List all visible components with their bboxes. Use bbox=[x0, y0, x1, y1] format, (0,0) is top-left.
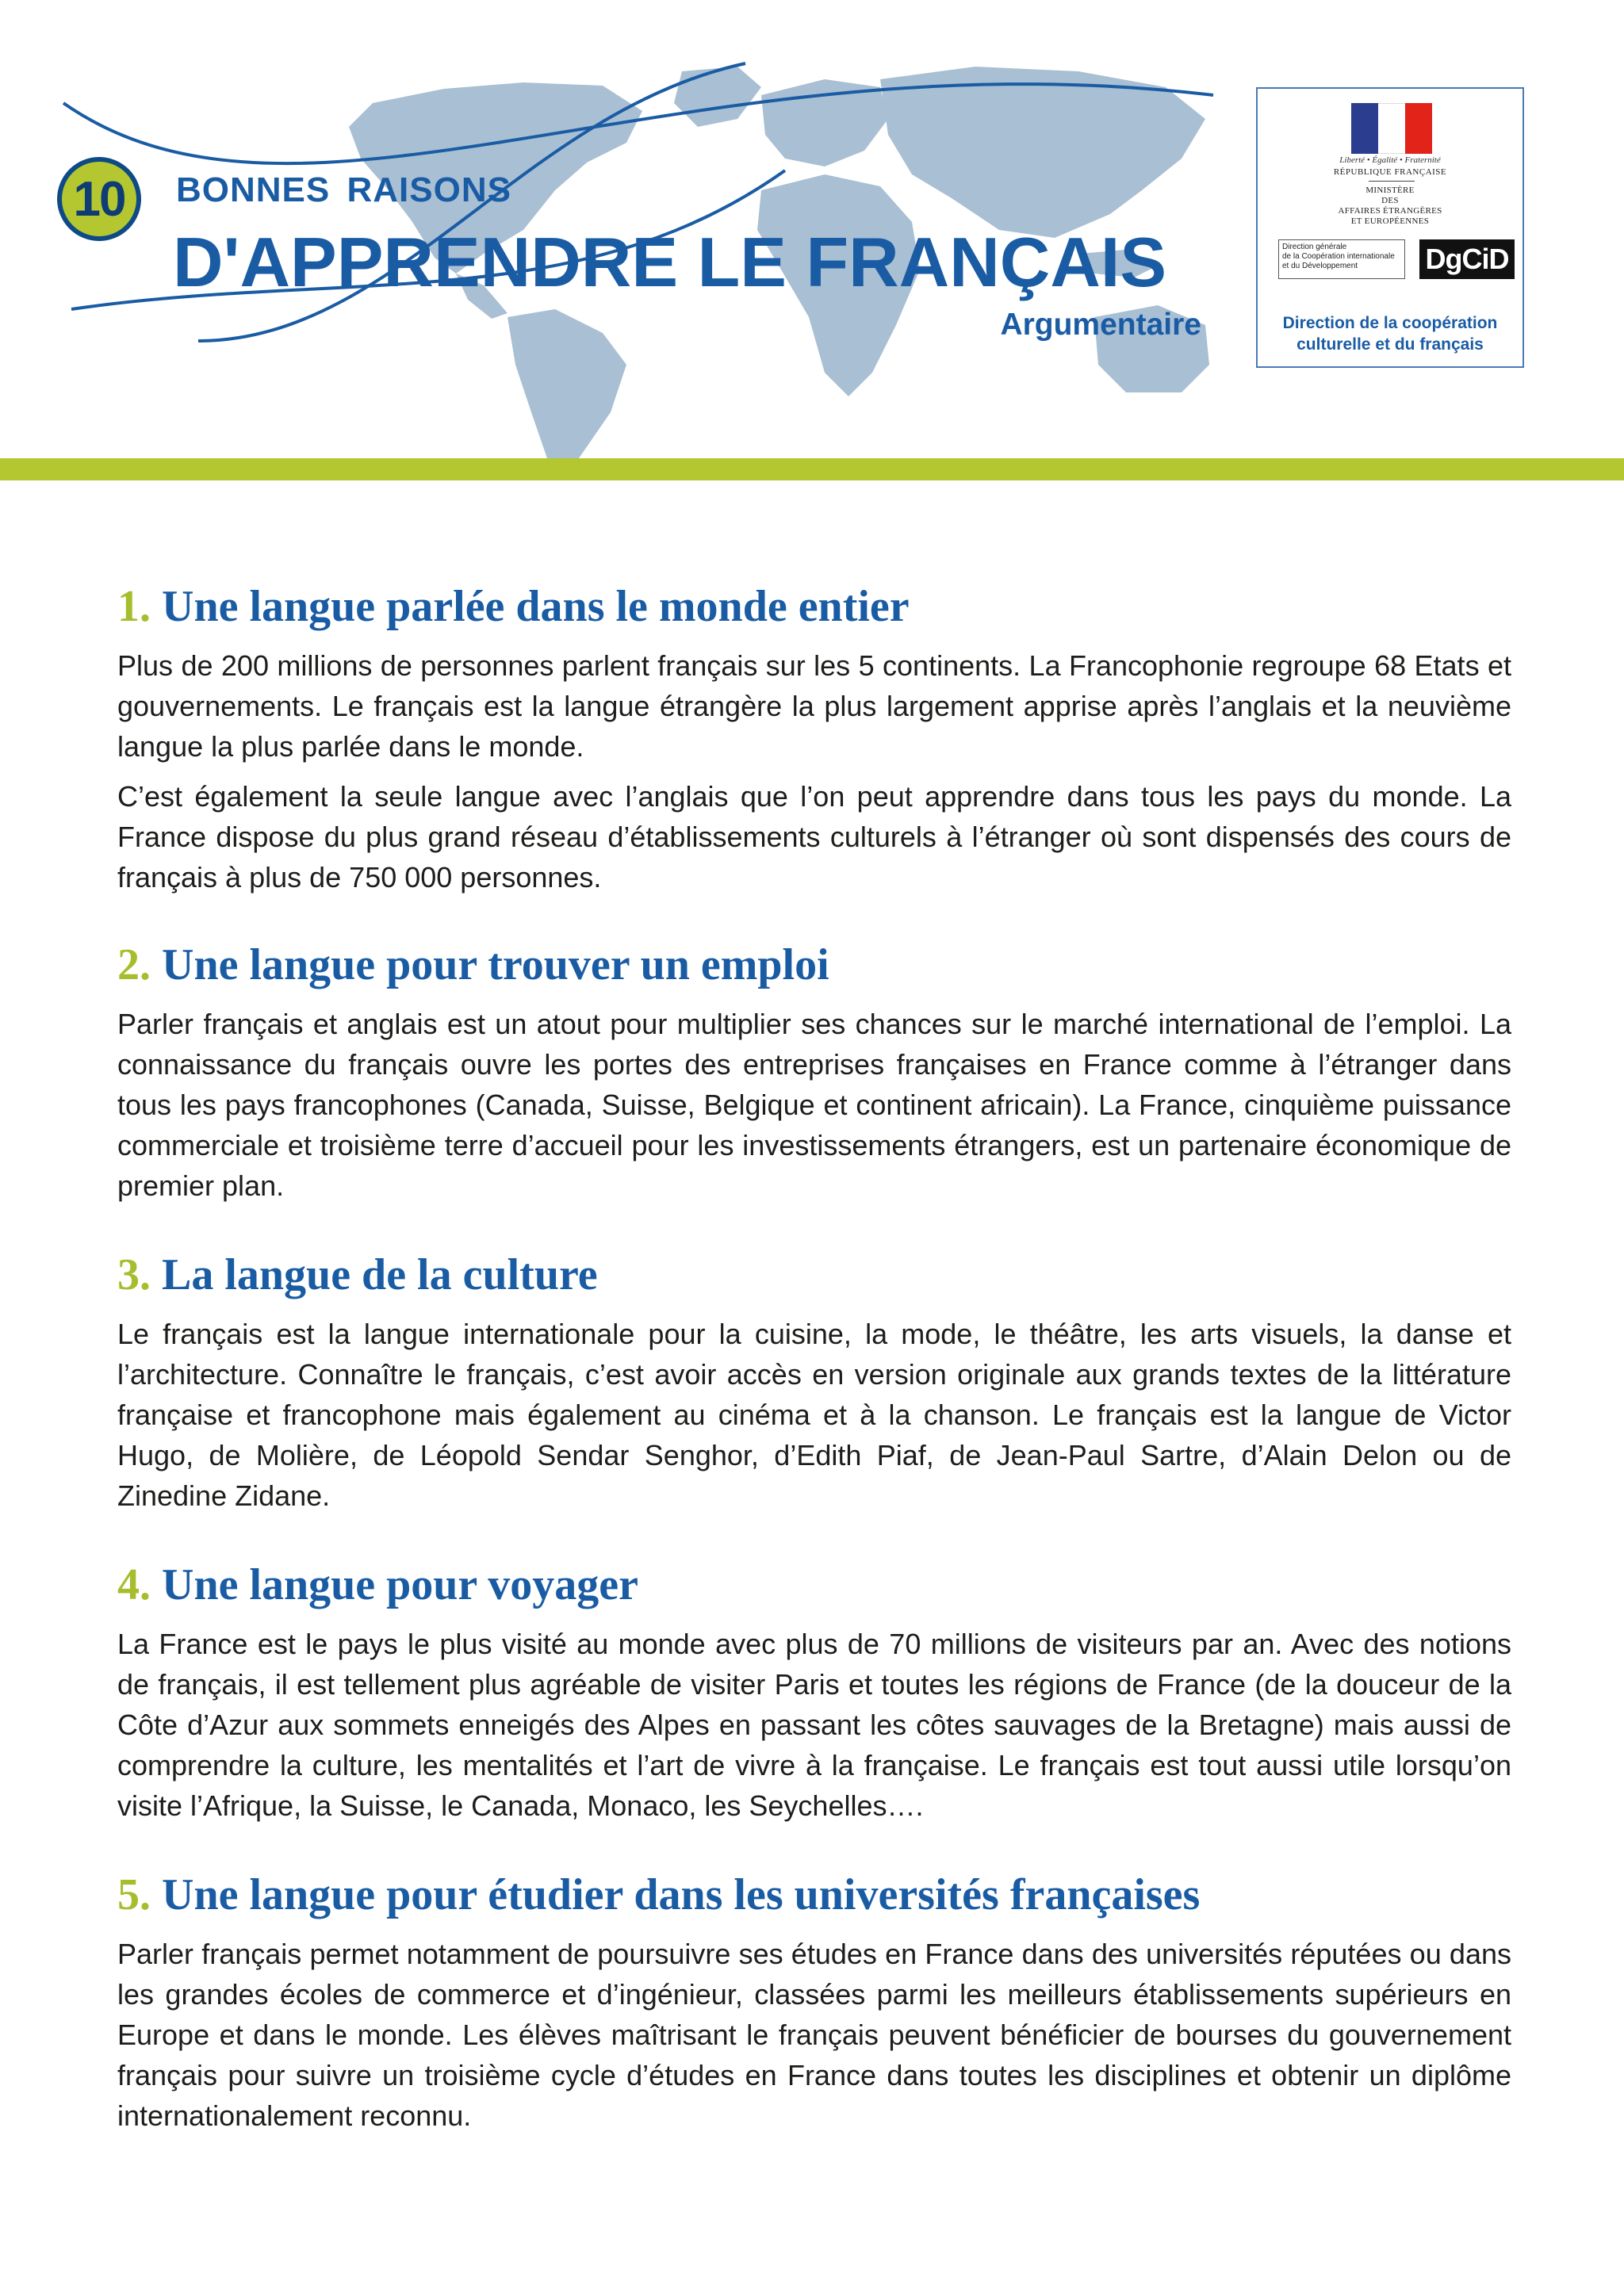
french-flag-icon bbox=[1351, 103, 1432, 154]
header-kicker: BONNES RAISONS bbox=[176, 170, 511, 209]
direction-name: Direction de la coopération culturelle et du français bbox=[1282, 314, 1498, 354]
main-content bbox=[117, 579, 1511, 2145]
section-2 bbox=[117, 937, 1511, 1206]
page-title: D'APPRENDRE LE FRANÇAIS bbox=[173, 223, 1167, 301]
section-title-text: Une langue pour trouver un emploi bbox=[162, 940, 829, 989]
paragraph: Le français est la langue internationale pour la cuisine, la mode, le théâtre, les arts visuels, la danse et l’architecture. Connaître le français, c’est avoir accès en version originale aux grands textes de la littérature française et francophone mais également au cinéma et à la chanson. Le français est la langue de Victor Hugo, de Molière, de Léopold Sendar Senghor, d’Edith Piaf, de Jean-Paul Sartre, d’Alain Delon ou de Zinedine Zidane. bbox=[117, 1318, 1511, 1512]
republic-name: RÉPUBLIQUE FRANÇAISE bbox=[1333, 167, 1447, 177]
ministry-name: MINISTÈRE DES AFFAIRES ÉTRANGÈRES ET EUROPÉENNES bbox=[1338, 186, 1442, 226]
paragraph: Parler français permet notamment de poursuivre ses études en France dans des universités réputées ou dans les grandes écoles de commerce et d’ingénieur, classées parmi les meilleurs établissements supérieurs en Europe et dans le monde. Les élèves maîtrisant le français peuvent bénéficier de bourses du gouvernement français pour suivre un troisième cycle d’études en France dans toutes les disciplines et obtenir un diplôme internationalement reconnu. bbox=[117, 1938, 1511, 2132]
dgcid-logo: DgCiD bbox=[1419, 239, 1515, 279]
header bbox=[0, 0, 1624, 458]
paragraph: Parler français et anglais est un atout pour multiplier ses chances sur le marché international de l’emploi. La connaissance du français ouvre les portes des entreprises françaises en France comme à l’étranger dans tous les pays francophones (Canada, Suisse, Belgique et continent africain). La France, cinquième puissance commerciale et troisième terre d’accueil pour les investissements étrangers, est un partenaire économique de premier plan. bbox=[117, 1008, 1511, 1202]
section-5 bbox=[117, 1867, 1511, 2136]
badge-number: 10 bbox=[73, 171, 125, 227]
paragraph: Plus de 200 millions de personnes parlent français sur les 5 continents. La Francophonie regroupe 68 Etats et gouvernements. Le français est la langue étrangère la plus largement apprise après l’anglais et la neuvième langue la plus parlée dans le monde. bbox=[117, 649, 1511, 763]
section-title bbox=[117, 1867, 1511, 1923]
section-title-text: Une langue parlée dans le monde entier bbox=[162, 582, 910, 631]
ministry-logo-box bbox=[1256, 87, 1524, 368]
dg-text: Direction générale de la Coopération internationale et du Développement bbox=[1278, 239, 1405, 279]
section-number: 5. bbox=[117, 1870, 151, 1919]
paragraph: La France est le pays le plus visité au monde avec plus de 70 millions de visiteurs par an. Avec des notions de français, il est tellement plus agréable de visiter Paris et toutes les régions de France (de la douceur de la Côte d’Azur aux sommets enneigés des Alpes en passant les côtes sauvages de la Bretagne) mais aussi de comprendre la culture, les mentalités et l’art de vivre à la française. Le français est tout aussi utile lorsqu’on visite l’Afrique, la Suisse, le Canada, Monaco, les Seychelles…. bbox=[117, 1628, 1511, 1822]
section-3 bbox=[117, 1247, 1511, 1516]
green-divider-bar bbox=[0, 458, 1624, 480]
section-title bbox=[117, 1557, 1511, 1613]
section-number: 3. bbox=[117, 1250, 151, 1299]
section-number: 4. bbox=[117, 1560, 151, 1609]
section-1 bbox=[117, 579, 1511, 897]
section-title bbox=[117, 937, 1511, 993]
section-title bbox=[117, 1247, 1511, 1303]
section-4 bbox=[117, 1557, 1511, 1826]
logo-divider bbox=[1369, 181, 1415, 182]
section-title-text: La langue de la culture bbox=[162, 1250, 598, 1299]
number-badge bbox=[57, 157, 141, 241]
section-title-text: Une langue pour voyager bbox=[162, 1560, 638, 1609]
republic-motto: Liberté • Égalité • Fraternité bbox=[1339, 155, 1441, 165]
section-title-text: Une langue pour étudier dans les universités françaises bbox=[162, 1870, 1201, 1919]
paragraph: C’est également la seule langue avec l’anglais que l’on peut apprendre dans tous les pays du monde. La France dispose du plus grand réseau d’établissements culturels à l’étranger où sont dispensés des cours de français à plus de 750 000 personnes. bbox=[117, 780, 1511, 894]
section-number: 1. bbox=[117, 582, 151, 631]
page-subtitle: Argumentaire bbox=[1000, 308, 1201, 342]
section-title bbox=[117, 579, 1511, 634]
section-number: 2. bbox=[117, 940, 151, 989]
